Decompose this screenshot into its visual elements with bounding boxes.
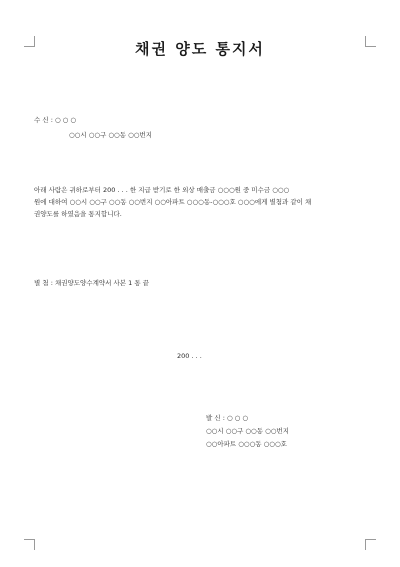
- attachment-line: 별 첨 : 채권양도양수계약서 사본 1 통 끝: [34, 279, 149, 287]
- body-line: 원에 대하여 ○○시 ○○구 ○○동 ○○번지 ○○아파트 ○○○동-○○○호 ○○○에게 별첨과 같이 채: [34, 198, 312, 206]
- crop-mark-bottom-right: [365, 539, 376, 550]
- sender-address-line-1: ○○시 ○○구 ○○동 ○○번지: [206, 427, 289, 435]
- body-line: 권양도를 하였음을 통지합니다.: [34, 210, 122, 218]
- recipient-label: 수 신 : ○ ○ ○: [34, 116, 77, 124]
- document-title: 채권 양도 통지서: [135, 40, 265, 58]
- crop-mark-bottom-left: [24, 539, 35, 550]
- sender-address-line-2: ○○아파트 ○○○동 ○○○호: [206, 440, 287, 448]
- notice-date: 200 . . .: [177, 352, 202, 360]
- body-line: 아래 사람은 귀하로부터 200 . . . 한 지급 받기로 한 외상 매출금 ○○○원 중 미수금 ○○○: [34, 186, 290, 194]
- recipient-address: ○○시 ○○구 ○○동 ○○번지: [69, 131, 152, 139]
- sender-label: 발 신 : ○ ○ ○: [206, 414, 249, 422]
- notice-body: [34, 184, 369, 220]
